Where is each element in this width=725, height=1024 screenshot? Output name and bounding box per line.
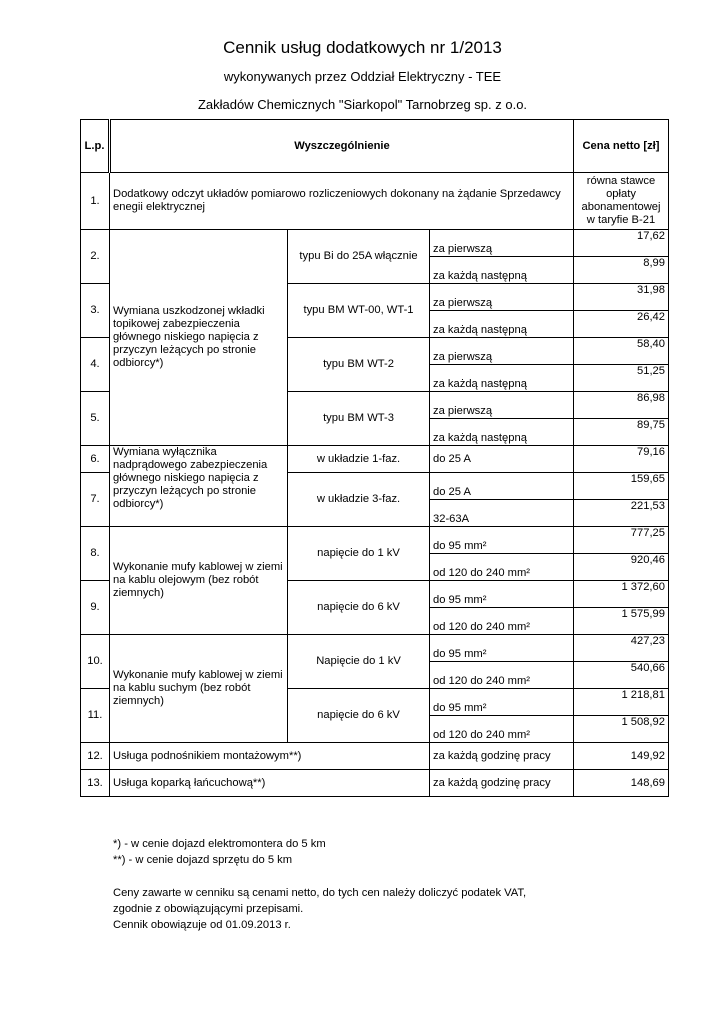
table-row <box>81 527 669 554</box>
group-description: Wykonanie mufy kablowej w ziemi na kablu olejowym (bez robót ziemnych) <box>110 527 288 635</box>
row-price: 159,65 <box>574 473 669 500</box>
row-type: w układzie 1-faz. <box>288 446 430 473</box>
vat-notes <box>113 885 526 933</box>
group-description: Wymiana wyłącznika nadprądowego zabezpieczenia głównego niskiego napięcia z przyczyn leżących po stronie odbiorcy*) <box>110 446 288 527</box>
row-unit: 32-63A <box>430 500 574 527</box>
row-lp: 8. <box>81 527 110 581</box>
row-price: 26,42 <box>574 311 669 338</box>
row-lp: 7. <box>81 473 110 527</box>
table-row <box>81 635 669 662</box>
vat-note-line2: zgodnie z obowiązującymi przepisami. <box>113 903 304 915</box>
row-price: 58,40 <box>574 338 669 365</box>
row-price: 1 218,81 <box>574 689 669 716</box>
row-unit: za każdą następną <box>430 257 574 284</box>
row-price: 540,66 <box>574 662 669 689</box>
row-unit: do 95 mm² <box>430 689 574 716</box>
group-description: Wymiana uszkodzonej wkładki topikowej zabezpieczenia głównego niskiego napięcia z przyczyn leżących po stronie odbiorcy*) <box>110 230 288 446</box>
row-unit: od 120 do 240 mm² <box>430 716 574 743</box>
row-price: równa stawce opłaty abonamentowej w taryfie B-21 <box>574 173 669 230</box>
row-price: 8,99 <box>574 257 669 284</box>
table-row <box>81 770 669 797</box>
row-type: typu BM WT-3 <box>288 392 430 446</box>
row-description: Usługa podnośnikiem montażowym**) <box>110 743 430 770</box>
footnotes <box>113 836 326 868</box>
row-unit: za każdą godzinę pracy <box>430 770 574 797</box>
footnote-1: *) - w cenie dojazd elektromontera do 5 km <box>113 838 326 850</box>
row-lp: 12. <box>81 743 110 770</box>
row-lp: 13. <box>81 770 110 797</box>
row-price: 149,92 <box>574 743 669 770</box>
row-price: 920,46 <box>574 554 669 581</box>
row-description: Dodatkowy odczyt układów pomiarowo rozliczeniowych dokonany na żądanie Sprzedawcy enegii elektrycznej <box>110 173 574 230</box>
row-unit: za każdą godzinę pracy <box>430 743 574 770</box>
table-row <box>81 743 669 770</box>
header-price: Cena netto [zł] <box>574 120 669 173</box>
row-price: 31,98 <box>574 284 669 311</box>
row-unit: do 95 mm² <box>430 635 574 662</box>
row-unit: za każdą następną <box>430 365 574 392</box>
row-price: 221,53 <box>574 500 669 527</box>
row-price: 1 508,92 <box>574 716 669 743</box>
row-unit: za pierwszą <box>430 284 574 311</box>
table-row <box>81 173 669 230</box>
group-description: Wykonanie mufy kablowej w ziemi na kablu suchym (bez robót ziemnych) <box>110 635 288 743</box>
company-name: Zakładów Chemicznych "Siarkopol" Tarnobrzeg sp. z o.o. <box>197 97 528 112</box>
validity-note: Cennik obowiązuje od 01.09.2013 r. <box>113 919 291 931</box>
row-type: napięcie do 6 kV <box>288 581 430 635</box>
row-price: 89,75 <box>574 419 669 446</box>
row-unit: do 95 mm² <box>430 581 574 608</box>
row-price: 427,23 <box>574 635 669 662</box>
row-price: 79,16 <box>574 446 669 473</box>
row-unit: do 95 mm² <box>430 527 574 554</box>
price-table <box>80 119 669 797</box>
row-lp: 6. <box>81 446 110 473</box>
row-unit: za każdą następną <box>430 311 574 338</box>
row-price: 1 575,99 <box>574 608 669 635</box>
header-description: Wyszczególnienie <box>110 120 574 173</box>
row-unit: do 25 A <box>430 446 574 473</box>
row-lp: 2. <box>81 230 110 284</box>
row-lp: 4. <box>81 338 110 392</box>
row-type: Napięcie do 1 kV <box>288 635 430 689</box>
row-lp: 3. <box>81 284 110 338</box>
footnote-2: **) - w cenie dojazd sprzętu do 5 km <box>113 854 293 866</box>
row-lp: 11. <box>81 689 110 743</box>
row-type: w układzie 3-faz. <box>288 473 430 527</box>
table-header-row <box>81 120 669 173</box>
row-description: Usługa koparką łańcuchową**) <box>110 770 430 797</box>
row-unit: od 120 do 240 mm² <box>430 554 574 581</box>
table-row <box>81 230 669 257</box>
row-price: 1 372,60 <box>574 581 669 608</box>
row-lp: 1. <box>81 173 110 230</box>
row-unit: za pierwszą <box>430 392 574 419</box>
row-unit: za pierwszą <box>430 338 574 365</box>
row-unit: od 120 do 240 mm² <box>430 608 574 635</box>
row-type: napięcie do 1 kV <box>288 527 430 581</box>
row-lp: 10. <box>81 635 110 689</box>
table-row <box>81 446 669 473</box>
row-unit: za każdą następną <box>430 419 574 446</box>
row-unit: od 120 do 240 mm² <box>430 662 574 689</box>
row-type: typu Bi do 25A włącznie <box>288 230 430 284</box>
row-type: typu BM WT-00, WT-1 <box>288 284 430 338</box>
vat-note-line1: Ceny zawarte w cenniku są cenami netto, do tych cen należy doliczyć podatek VAT, <box>113 887 527 899</box>
row-price: 51,25 <box>574 365 669 392</box>
row-unit: do 25 A <box>430 473 574 500</box>
row-price: 86,98 <box>574 392 669 419</box>
row-price: 777,25 <box>574 527 669 554</box>
document-title: Cennik usług dodatkowych nr 1/2013 <box>223 38 502 57</box>
document-subtitle: wykonywanych przez Oddział Elektryczny - TEE <box>223 69 502 84</box>
row-type: typu BM WT-2 <box>288 338 430 392</box>
row-price: 148,69 <box>574 770 669 797</box>
row-lp: 9. <box>81 581 110 635</box>
row-price: 17,62 <box>574 230 669 257</box>
row-unit: za pierwszą <box>430 230 574 257</box>
header-lp: L.p. <box>81 120 110 173</box>
row-type: napięcie do 6 kV <box>288 689 430 743</box>
row-lp: 5. <box>81 392 110 446</box>
